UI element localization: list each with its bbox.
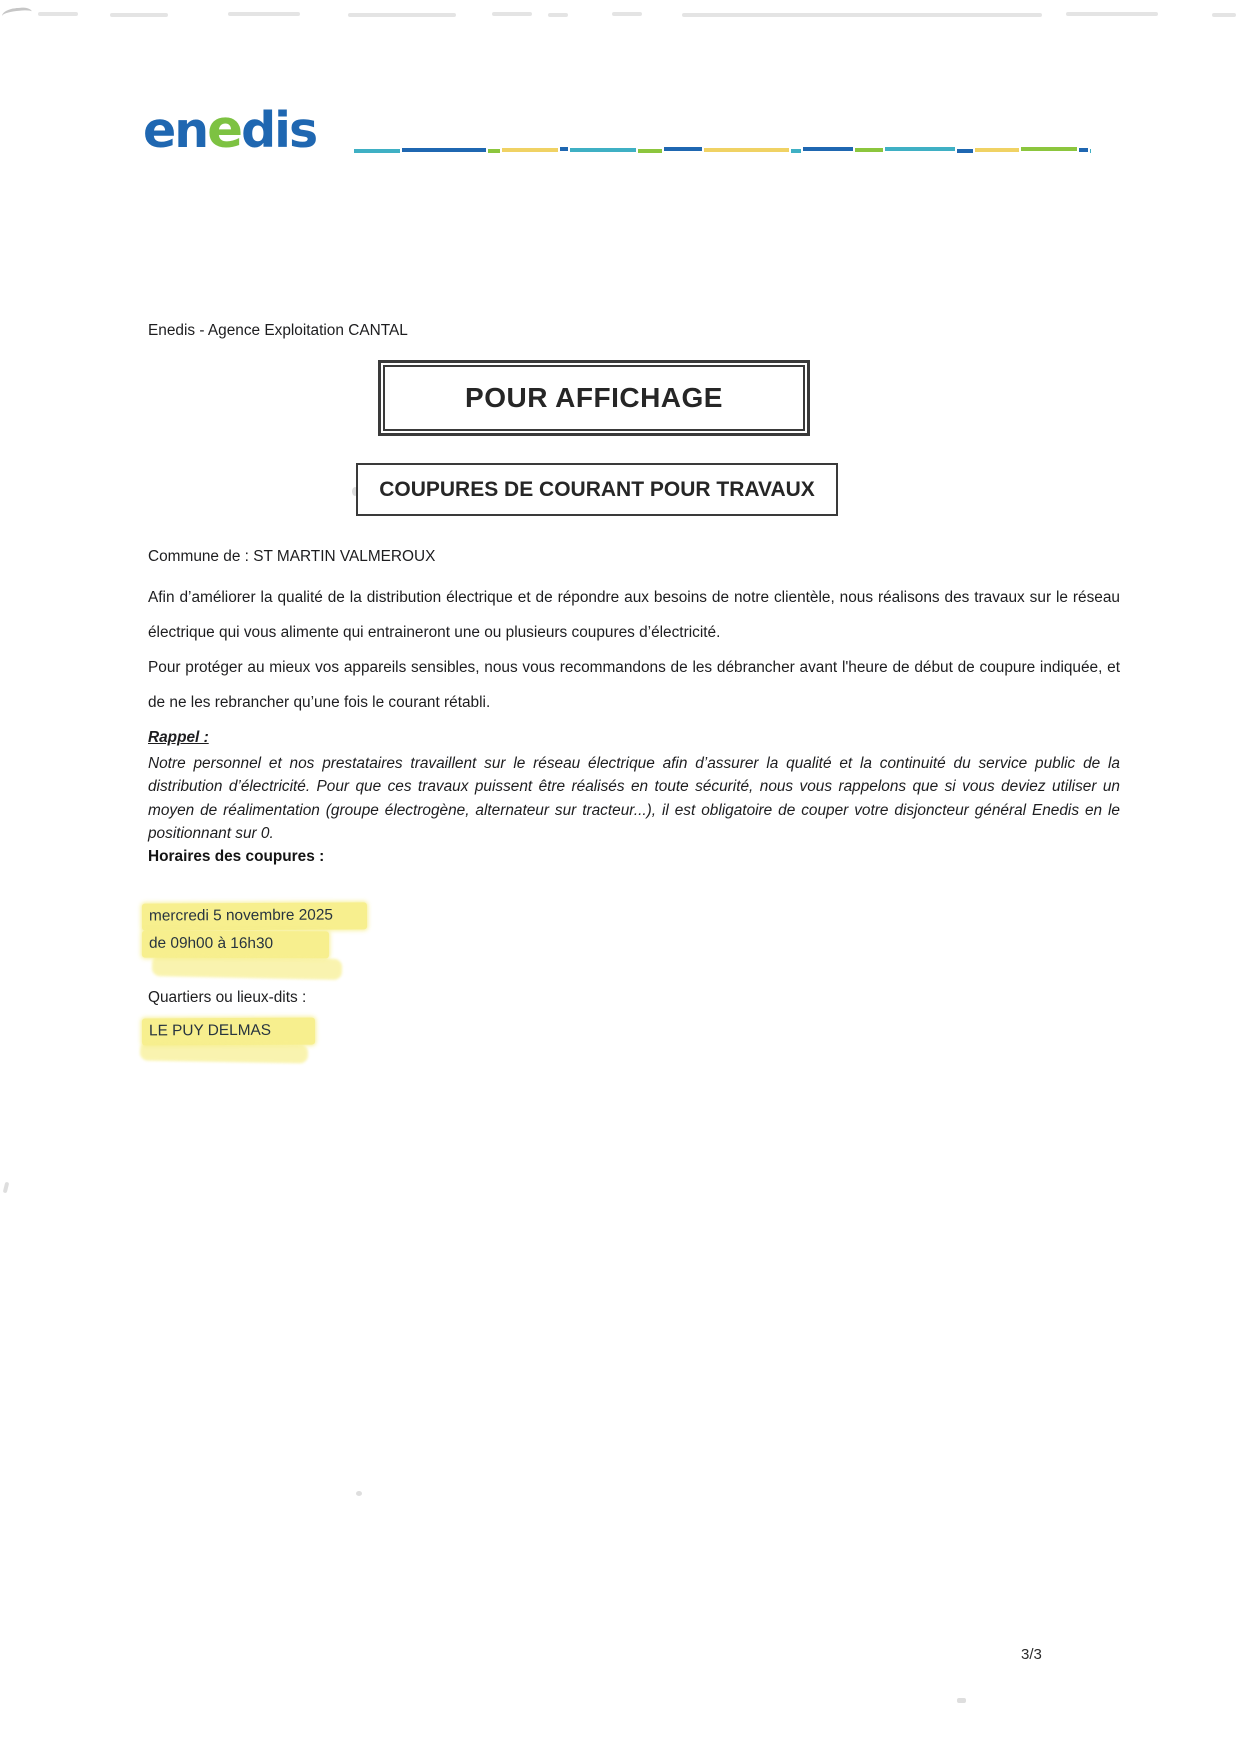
- scan-artifact: [348, 13, 456, 17]
- affichage-banner-label: POUR AFFICHAGE: [383, 365, 805, 431]
- highlighter-smear: [152, 955, 342, 980]
- divider-segment: [704, 148, 789, 152]
- scan-artifact: [110, 13, 168, 17]
- logo-text-en: en: [143, 102, 208, 159]
- divider-segment: [570, 148, 636, 152]
- scan-artifact: [38, 12, 78, 16]
- rappel-label: Rappel :: [148, 729, 209, 746]
- divider-segment: [885, 147, 955, 151]
- brand-divider-line: [353, 147, 1091, 155]
- divider-segment: [1079, 148, 1088, 152]
- divider-segment: [803, 147, 853, 151]
- scan-artifact: [492, 12, 532, 16]
- coupures-banner: COUPURES DE COURANT POUR TRAVAUX: [356, 463, 838, 516]
- divider-segment: [488, 149, 500, 153]
- divider-segment: [402, 148, 486, 152]
- logo-text-e: e: [207, 99, 242, 160]
- divider-segment: [502, 148, 558, 152]
- paragraph-advice: Pour protéger au mieux vos appareils sensibles, nous vous recommandons de les débrancher avant l'heure de début de coupure indiquée, et de ne les rebrancher qu’une fois le courant rétabli.: [148, 659, 1120, 711]
- divider-segment: [1090, 149, 1091, 153]
- scan-artifact: [682, 13, 1042, 17]
- divider-segment: [957, 149, 973, 153]
- divider-segment: [1021, 147, 1077, 151]
- commune-line: Commune de : ST MARTIN VALMEROUX: [148, 548, 436, 565]
- page-number: 3/3: [1021, 1646, 1042, 1663]
- affichage-banner: [378, 360, 810, 436]
- divider-segment: [791, 149, 801, 153]
- scan-artifact: [1, 6, 32, 22]
- highlight-mark: mercredi 5 novembre 2025: [142, 902, 367, 930]
- divider-segment: [975, 148, 1019, 152]
- scan-artifact: [1066, 12, 1158, 16]
- scan-artifact: [957, 1698, 966, 1703]
- scan-artifact: [548, 13, 568, 17]
- horaires-label: Horaires des coupures :: [148, 848, 325, 865]
- divider-segment: [855, 148, 883, 152]
- divider-segment: [638, 149, 662, 153]
- quartiers-value: [142, 1018, 315, 1045]
- divider-segment: [560, 147, 568, 151]
- scan-artifact: [228, 12, 300, 16]
- logo-text-dis: dis: [241, 102, 317, 159]
- outage-date: [142, 903, 367, 930]
- divider-segment: [354, 149, 400, 153]
- divider-segment: [664, 147, 702, 151]
- paragraph-intro: Afin d’améliorer la qualité de la distribution électrique et de répondre aux besoins de notre clientèle, nous réalisons des travaux sur le réseau électrique qui vous alimente qui entraineront une ou plusieurs coupures d’électricité.: [148, 589, 1120, 641]
- scan-artifact: [1212, 13, 1236, 17]
- scan-artifact: [356, 1491, 362, 1496]
- scan-artifact: [612, 12, 642, 16]
- highlighter-smear: [140, 1042, 308, 1064]
- highlight-mark: de 09h00 à 16h30: [142, 931, 329, 959]
- highlight-mark: LE PUY DELMAS: [142, 1018, 315, 1046]
- agency-line: Enedis - Agence Exploitation CANTAL: [148, 322, 408, 339]
- outage-time: [142, 931, 329, 958]
- enedis-logo: [143, 99, 317, 160]
- rappel-text: Notre personnel et nos prestataires travaillent sur le réseau électrique afin d’assurer la qualité et la continuité du service public de la distribution d’électricité. Pour que ces travaux puissent être réalisés en toute sécurité, nous vous rappelons que si vous deviez utiliser un moyen de réalimentation (groupe électrogène, alternateur sur tracteur...), il est obligatoire de couper votre disjoncteur général Enedis en le positionnant sur 0.: [148, 755, 1120, 843]
- quartiers-label: Quartiers ou lieux-dits :: [148, 989, 307, 1006]
- scan-artifact: [3, 1182, 10, 1194]
